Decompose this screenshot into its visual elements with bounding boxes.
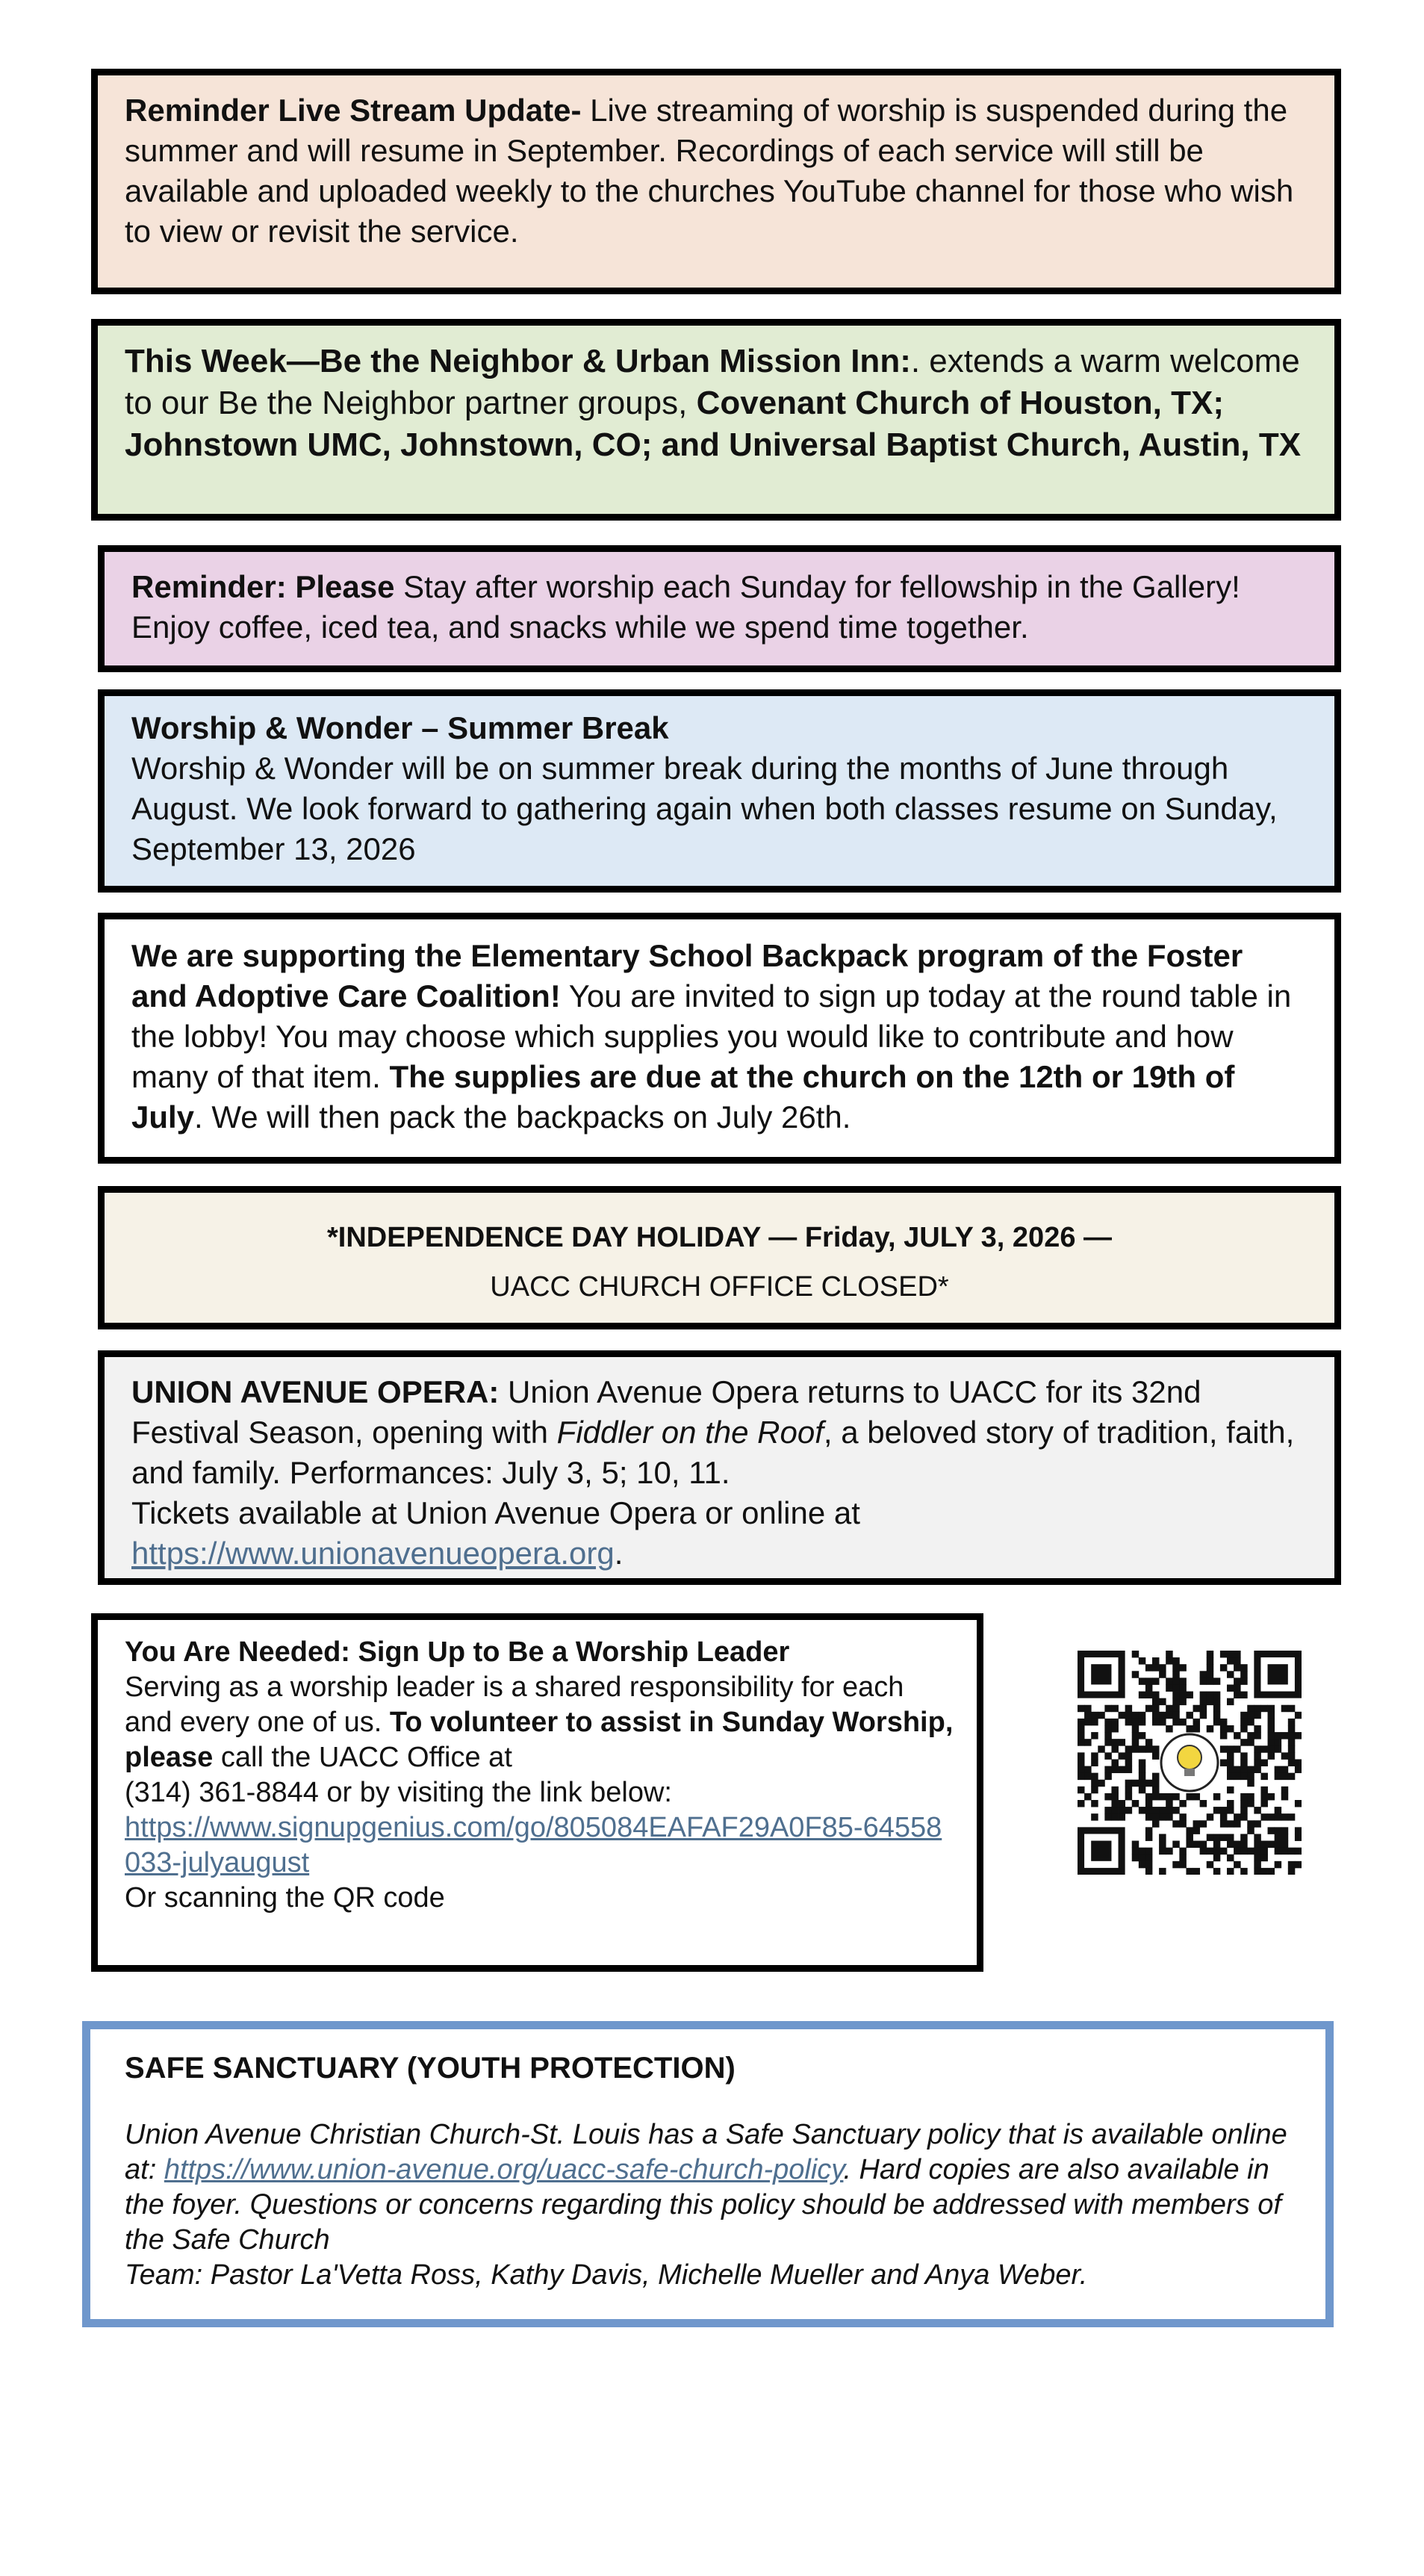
neighbor-body: . extends a warm welcome to our Be the Neighbor partner groups, xyxy=(125,343,1300,421)
neighbor-groups: Covenant Church of Houston, TX; Johnstown UMC, Johnstown, CO; and Universal Baptist Church, Austin, TX xyxy=(125,385,1302,463)
worship-leader-text xyxy=(125,1635,954,1916)
opera-body2: , a beloved story of tradition, faith, and family. Performances: July 3, 5; 10, 11. xyxy=(131,1415,1295,1490)
opera-period: . xyxy=(614,1536,624,1571)
worship-leader-notice xyxy=(91,1613,983,1972)
opera-text xyxy=(131,1372,1312,1493)
opera-title: Fiddler on the Roof xyxy=(556,1415,824,1450)
neighbor-notice xyxy=(91,319,1341,521)
safe-sanctuary-body2: . Hard copies are also available in the foyer. Questions or concerns regarding this policy should be addressed with members of the Safe Church xyxy=(125,2154,1281,2256)
opera-heading: UNION AVENUE OPERA: xyxy=(131,1374,500,1409)
livestream-heading: Reminder Live Stream Update- xyxy=(125,93,582,128)
qr-code-icon[interactable] xyxy=(1078,1651,1302,1875)
backpack-body2: . We will then pack the backpacks on July 26th. xyxy=(194,1099,851,1135)
backpack-due: The supplies are due at the church on the 12th or 19th of July xyxy=(131,1059,1235,1135)
opera-body1: Union Avenue Opera returns to UACC for its 32nd Festival Season, opening with xyxy=(131,1374,1201,1450)
safe-sanctuary-notice xyxy=(82,2021,1334,2327)
fellowship-heading: Reminder: Please xyxy=(131,569,395,604)
fellowship-text xyxy=(131,567,1312,648)
livestream-notice xyxy=(91,69,1341,294)
backpack-body1: You are invited to sign up today at the round table in the lobby! You may choose which supplies you would like to contribute and how many of that item. xyxy=(131,978,1292,1094)
worship-leader-bold1: To volunteer to assist in Sunday Worship, please xyxy=(125,1707,954,1773)
safe-sanctuary-team: Team: Pastor La'Vetta Ross, Kathy Davis, Michelle Mueller and Anya Weber. xyxy=(125,2259,1088,2291)
livestream-body: Live streaming of worship is suspended during the summer and will resume in September. Recordings of each service will still be available and uploaded weekly to the churches YouTube channel for those who wish to view or revisit the service. xyxy=(125,93,1294,249)
holiday-line2: UACC CHURCH OFFICE CLOSED* xyxy=(490,1271,949,1303)
worship-leader-heading: You Are Needed: Sign Up to Be a Worship Leader xyxy=(125,1636,790,1668)
fellowship-notice xyxy=(98,545,1341,672)
worship-leader-body1: Serving as a worship leader is a shared responsibility for each and every one of us. xyxy=(125,1672,904,1738)
livestream-text xyxy=(125,90,1305,252)
worship-wonder-heading: Worship & Wonder – Summer Break xyxy=(131,710,669,745)
worship-leader-qr-line: Or scanning the QR code xyxy=(125,1882,445,1914)
qr-code-graphic xyxy=(1078,1651,1302,1875)
opera-link[interactable]: https://www.unionavenueopera.org xyxy=(131,1536,615,1571)
safe-sanctuary-body1: Union Avenue Christian Church-St. Louis has a Safe Sanctuary policy that is available online at: xyxy=(125,2119,1287,2185)
neighbor-text xyxy=(125,341,1319,466)
worship-leader-phone: (314) 361-8844 or by visiting the link below: xyxy=(125,1777,672,1808)
backpack-text xyxy=(131,936,1305,1138)
neighbor-heading: This Week—Be the Neighbor & Urban Mission Inn: xyxy=(125,343,911,379)
opera-tickets: Tickets available at Union Avenue Opera or online at xyxy=(131,1495,860,1530)
holiday-line1: *INDEPENDENCE DAY HOLIDAY — Friday, JULY 3, 2026 — xyxy=(326,1222,1113,1253)
worship-wonder-notice xyxy=(98,689,1341,893)
opera-notice xyxy=(98,1350,1341,1585)
fellowship-body: Stay after worship each Sunday for fellowship in the Gallery! Enjoy coffee, iced tea, and snacks while we spend time together. xyxy=(131,569,1240,645)
backpack-heading: We are supporting the Elementary School Backpack program of the Foster and Adoptive Care Coalition! xyxy=(131,938,1243,1014)
backpack-notice xyxy=(98,913,1341,1164)
holiday-notice xyxy=(98,1186,1341,1329)
safe-sanctuary-heading: SAFE SANCTUARY (YOUTH PROTECTION) xyxy=(125,2052,736,2085)
safe-sanctuary-text xyxy=(125,2117,1296,2258)
worship-wonder-body: Worship & Wonder will be on summer break during the months of June through August. We look forward to gathering again when both classes resume on Sunday, September 13, 2026 xyxy=(131,751,1278,866)
worship-leader-body2: call the UACC Office at xyxy=(213,1742,512,1773)
signup-link[interactable]: https://www.signupgenius.com/go/805084EAFAF29A0F85-64558033-julyaugust xyxy=(125,1812,942,1878)
safe-policy-link[interactable]: https://www.union-avenue.org/uacc-safe-church-policy xyxy=(164,2154,844,2185)
